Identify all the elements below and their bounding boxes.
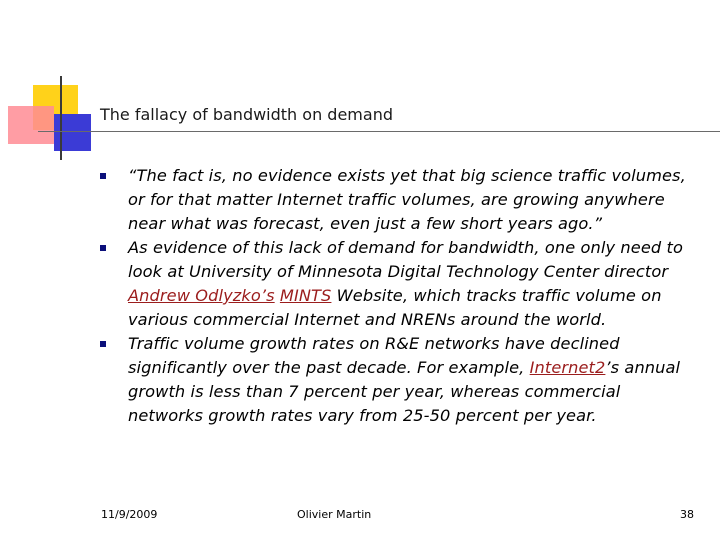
bullet-text (128, 332, 693, 428)
decor-red-square (8, 106, 54, 144)
decor-vertical-line (60, 76, 62, 160)
bullet-text-run: ’s annual growth is less than 7 percent per year, whereas commercial networks growth rates vary from 25-50 percent per year. (128, 358, 681, 425)
bullet-text (128, 236, 693, 332)
title-underline (38, 131, 720, 132)
bullet-text (128, 164, 693, 236)
bullet-link[interactable]: Andrew Odlyzko’s (128, 286, 275, 305)
bullet-link[interactable]: Internet2 (529, 358, 606, 377)
bullet-square-icon (100, 245, 106, 251)
footer-author: Olivier Martin (297, 508, 372, 521)
bullet-text-run: Traffic volume growth rates on R&E networks have declined significantly over the past decade. For example, (128, 334, 620, 377)
footer-date: 11/9/2009 (101, 508, 158, 521)
footer-page-number: 38 (680, 508, 694, 521)
bullet-square-icon (100, 341, 106, 347)
bullet-text-run: “The fact is, no evidence exists yet that big science traffic volumes, or for that matter Internet traffic volumes, are growing anywhere near what was forecast, even just a few short years ago.” (128, 166, 686, 233)
bullet-text-run: Website, which tracks traffic volume on various commercial Internet and NRENs around the world. (128, 286, 662, 329)
bullet-text-run: As evidence of this lack of demand for bandwidth, one only need to look at University of Minnesota Digital Technology Center director (128, 238, 683, 281)
bullet-link[interactable]: MINTS (279, 286, 332, 305)
bullet-square-icon (100, 173, 106, 179)
slide-title: The fallacy of bandwidth on demand (100, 105, 393, 124)
